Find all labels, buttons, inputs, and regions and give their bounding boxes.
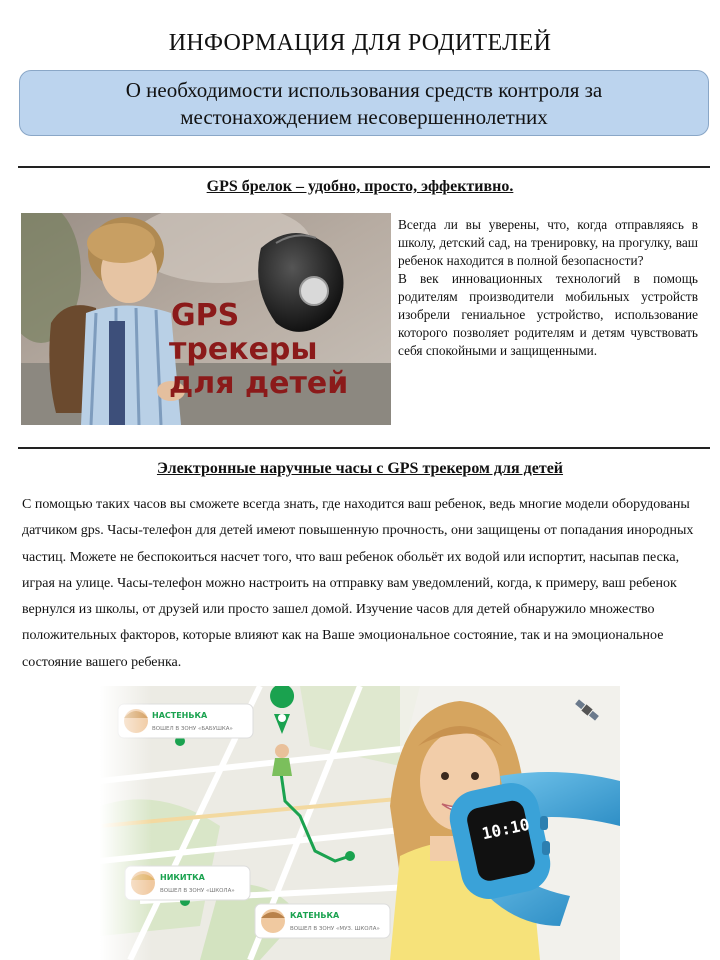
section1-paragraph-b: В век инновационных технологий в помощь родителям производители мобильных устройств изобрели гениальное устройство, использование которого позволяет родителям и детям чувствовать себя спокойными и защищенными.	[398, 271, 698, 358]
section2-paragraph: С помощью таких часов вы сможете всегда знать, где находится ваш ребенок, ведь многие модели оборудованы датчиком gps. Часы-телефон для детей имеют повышенную прочность, они защищены от попадания инородных частиц. Можете не беспокоиться насчет того, что ваш ребенок обольёт их водой или испортит, насыпав песка, играя на улице. Часы-телефон можно настроить на отправку вам уведомлений, когда, к примеру, ваш ребенок вернулся из школы, от друзей или просто зашел домой. Изучение часов для детей обнаружило множество положительных факторов, которые влияют как на Ваше эмоциональное состояние, так и на эмоциональное состояние вашего ребенка.	[22, 497, 694, 670]
image-text-for-kids: для детей	[169, 366, 349, 401]
subtitle-line-2: местонахождением несовершеннолетних	[180, 105, 548, 129]
section2-heading: Электронные наручные часы с GPS трекером для детей	[156, 460, 564, 477]
subtitle-line-1: О необходимости использования средств контроля за	[125, 78, 603, 102]
image-text-gps: GPS	[171, 298, 240, 333]
satellite-icon	[572, 695, 602, 730]
section1-paragraph-a: Всегда ли вы уверены, что, когда отправляясь в школу, детский сад, на тренировку, на прогулку, ваш ребенок находится в полной безопасности?	[398, 217, 698, 268]
section1-heading: GPS брелок – удобно, просто, эффективно.	[206, 178, 514, 195]
smartwatch-map-image	[100, 686, 620, 960]
image-text-trackers: трекеры	[169, 332, 318, 367]
gps-tracker-image	[21, 213, 391, 425]
page-title: ИНФОРМАЦИЯ ДЛЯ РОДИТЕЛЕЙ	[168, 30, 552, 56]
divider-middle	[18, 447, 710, 449]
divider-top	[18, 166, 710, 168]
subtitle-box	[19, 70, 709, 136]
section1-text	[398, 216, 698, 360]
